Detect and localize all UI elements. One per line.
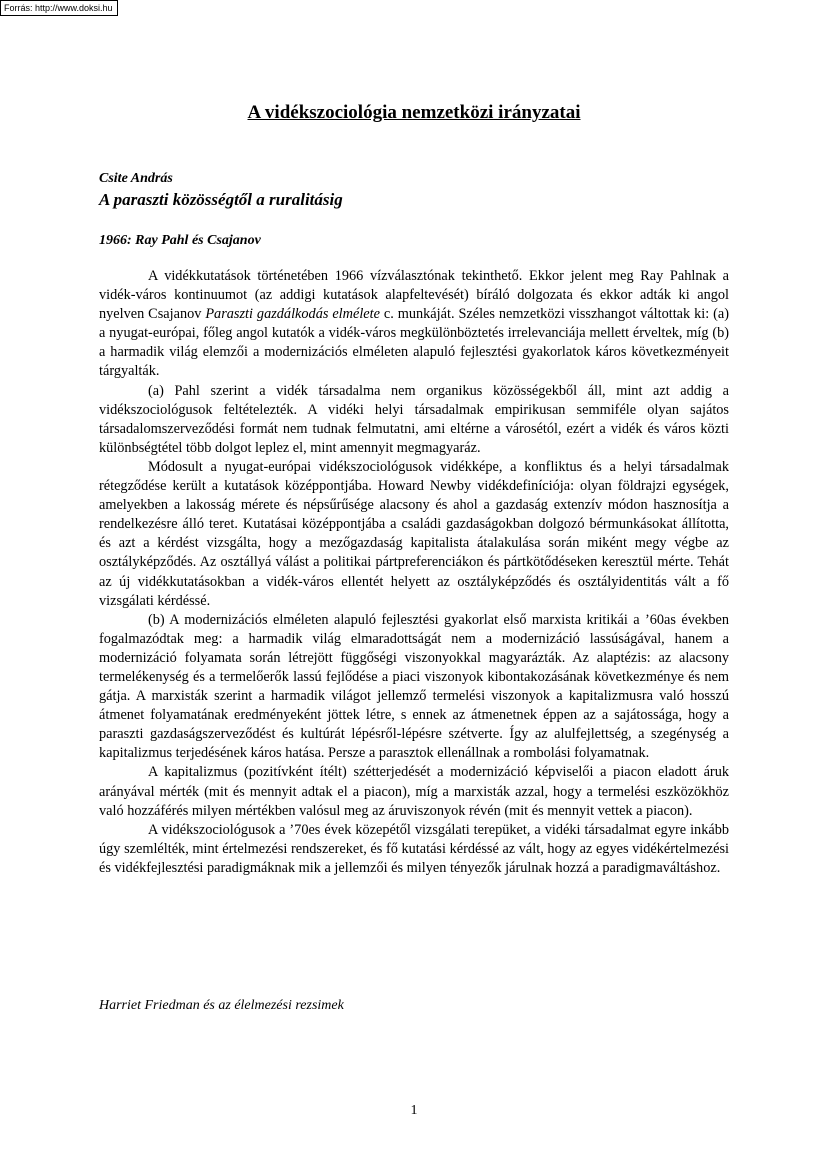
source-label: Forrás: http://www.doksi.hu [0, 0, 118, 16]
page-number: 1 [410, 1103, 418, 1118]
paragraph: A vidékszociológusok a ’70es évek közepétől vizsgálati terepüket, a vidéki társadalmat egyre inkább úgy szemlélték, mint értelmezési rendszereket, és fő kutatási kérdéssé az vált, hogy az egyes vidékértelmezési és vidékfejlesztési paradigmáknak mik a jellemzői és milyen tényezők járulnak hozzá a paradigmaváltáshoz. [99, 821, 729, 876]
body-text [99, 267, 729, 878]
subsection-heading: Harriet Friedman és az élelmezési rezsimek [99, 998, 344, 1013]
paragraph: A vidékkutatások történetében 1966 vízválasztónak tekinthető. Ekkor jelent meg Ray Pahlnak a vidék-város kontinuumot (az addigi kutatások alapfeltevését) bíráló dolgozata és ekkor adták ki angol nyelven Csajanov Paraszti gazdálkodás elmélete c. munkáját. Széles nemzetközi visszhangot váltottak ki: (a) a nyugat-európai, főleg angol kutatók a vidék-város megkülönböztetés irrelevanciája mellett érveltek, míg (b) a harmadik világ elemzői a modernizációs elméleten alapuló fejlesztési gyakorlatok káros következményeit tárgyalták. [99, 268, 729, 380]
document-title: A vidékszociológia nemzetközi irányzatai [247, 102, 581, 123]
section-heading: 1966: Ray Pahl és Csajanov [99, 233, 261, 248]
paragraph: A kapitalizmus (pozitívként ítélt) szétterjedését a modernizáció képviselői a piacon eladott áruk arányával mérték (mit és mennyit adtak el a piacon), míg a marxisták azzal, hogy a termelési eszközökhöz való hozzáférés milyen mértékben valósul meg az áruviszonyok révén (mit és mennyit vettek a piacon). [99, 764, 729, 819]
book-title: Paraszti gazdálkodás elmélete [205, 306, 380, 323]
author-name: Csite András [99, 171, 173, 186]
paragraph: Módosult a nyugat-európai vidékszociológusok vidékképe, a konfliktus és a helyi társadalmak rétegződése került a kutatások középpontjába. Howard Newby vidékdefiníciója: olyan földrajzi egységek, amelyekben a lakosság mérete és népsűrűsége alacsony és ahol a gazdaság extenzív módon hasznosítja a rendelkezésre álló teret. Kutatásai középpontjába a családi gazdaságokban dolgozó bérmunkásokat állította, és azt a kérdést vizsgálta, hogy a mezőgazdaság kapitalista átalakulása során miként megy végbe az osztályképződés. Az osztállyá válást a politikai pártpreferenciákon és pártkötődéseken keresztül mérte. Tehát az új vidékkutatásokban a vidék-város ellentét helyett az osztályképződés és osztályidentitás vált a fő vizsgálati kérdéssé. [99, 458, 729, 609]
paragraph: (b) A modernizációs elméleten alapuló fejlesztési gyakorlat első marxista kritikái a ’60as években fogalmazódtak meg: a harmadik világ elmaradottságát nem a modernizáció lassúságával, hanem a modernizáció folyamata során létrejött függőségi viszonyokkal magyarázták. Az alaptézis: az alacsony termelékenység és a termelőerők lassú fejlődése a piaci viszonyok kibontakozásának következménye és nem gátja. A marxisták szerint a harmadik világot jellemző termelési viszonyok a kapitalizmusra való hosszú átmenet folyamatának eredményeként jöttek létre, s ennek az átmenetnek éppen az a sajátossága, hogy a paraszti gazdaságszerveződést és kultúrát lépésről-lépésre szétverte. Így az alulfejlettség, a szegénység a kapitalizmus terjedésének káros hatása. Persze a parasztok ellenállnak a rombolási folyamatnak. [99, 611, 729, 762]
article-subtitle: A paraszti közösségtől a ruralitásig [99, 190, 343, 209]
paragraph: (a) Pahl szerint a vidék társadalma nem organikus közösségekből áll, mint azt addig a vidékszociológusok feltételezték. A vidéki helyi társadalmak empirikusan semmiféle olyan sajátos társadalomszerveződési formát nem tudnak felmutatni, ami eltérne a városétól, ezért a vidék és város közti különbségtétel több dolgot leplez el, mint amennyit megmagyaráz. [99, 382, 729, 456]
